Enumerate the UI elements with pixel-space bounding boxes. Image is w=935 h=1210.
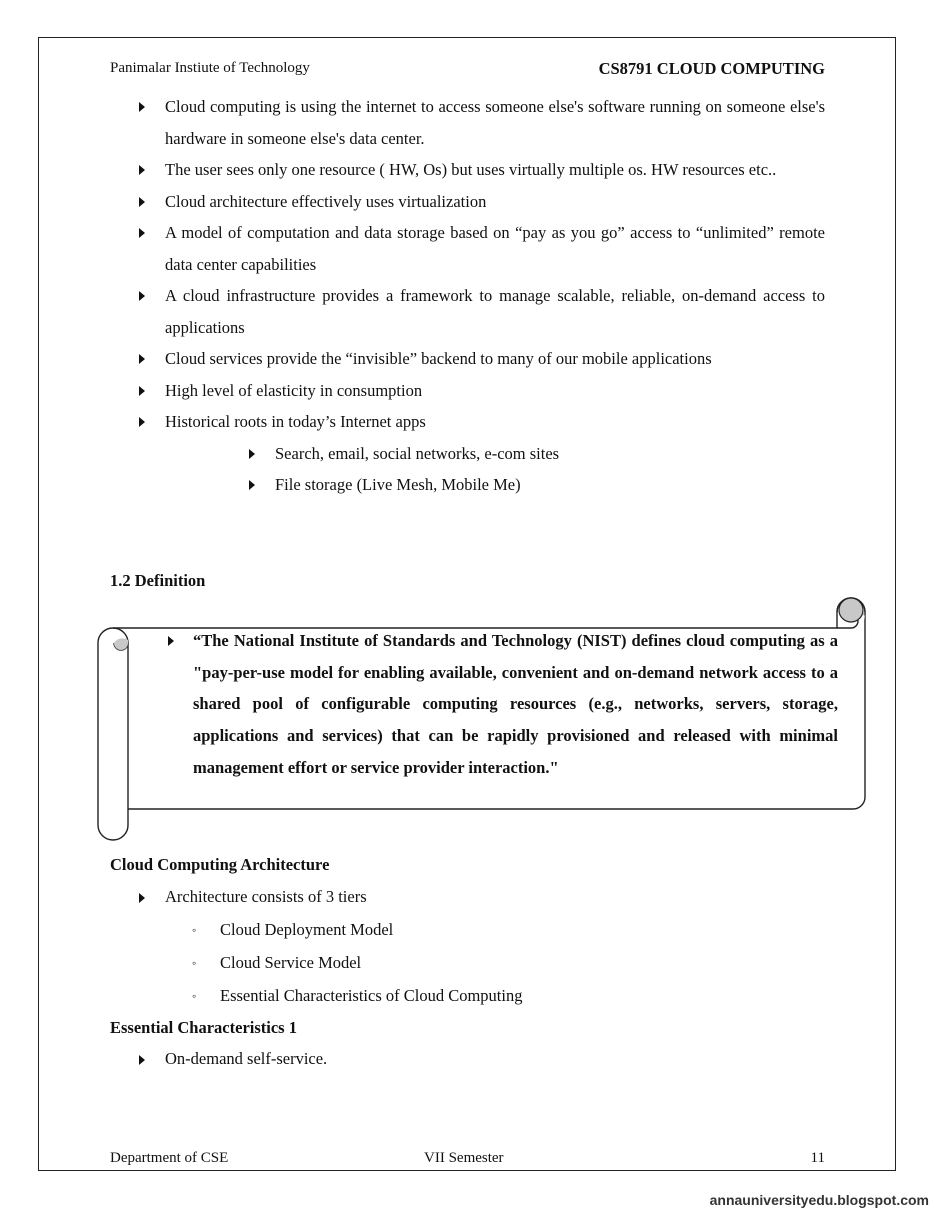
circle-bullet-icon: ◦ [192,989,197,1003]
circle-bullet-icon: ◦ [192,923,197,937]
list-item: A cloud infrastructure provides a framework to manage scalable, reliable, on-demand access to applications [165,280,825,343]
triangle-bullet-icon [139,386,145,396]
watermark-url: annauniversityedu.blogspot.com [709,1192,929,1208]
list-item: Cloud services provide the “invisible” backend to many of our mobile applications [165,343,825,375]
tier-item: ◦ Essential Characteristics of Cloud Computing [192,986,523,1005]
triangle-bullet-icon [168,636,174,646]
list-item: The user sees only one resource ( HW, Os) but uses virtually multiple os. HW resources etc.. [165,154,825,186]
list-item: High level of elasticity in consumption [165,375,825,407]
tier-item: ◦ Cloud Deployment Model [192,920,394,939]
essential-bullet: On-demand self-service. [165,1049,327,1069]
sub-list-item: Search, email, social networks, e-com sites [275,438,825,470]
triangle-bullet-icon [139,417,145,427]
triangle-bullet-icon [139,228,145,238]
triangle-bullet-icon [249,449,255,459]
intro-bullet-list [0,91,935,501]
architecture-bullet: Architecture consists of 3 tiers [165,887,367,907]
header-course-title: CS8791 CLOUD COMPUTING [598,59,825,78]
triangle-bullet-icon [139,102,145,112]
circle-bullet-icon: ◦ [192,956,197,970]
triangle-bullet-icon [139,893,145,903]
triangle-bullet-icon [139,197,145,207]
architecture-heading: Cloud Computing Architecture [110,855,330,874]
nist-definition-quote: “The National Institute of Standards and Technology (NIST) defines cloud computing as a "pay-per-use model for enabling available, convenient and on-demand network access to a shared pool of configurable computing resources (e.g., networks, servers, storage, applications and services) that can be rapidly provisioned and released with minimal management effort or service provider interaction." [193,625,838,784]
triangle-bullet-icon [139,354,145,364]
definition-heading: 1.2 Definition [110,571,206,590]
triangle-bullet-icon [139,165,145,175]
sub-list-item: File storage (Live Mesh, Mobile Me) [275,469,825,501]
footer-department: Department of CSE [110,1150,229,1166]
triangle-bullet-icon [249,480,255,490]
footer-page-number: 11 [810,1150,825,1166]
essential-heading: Essential Characteristics 1 [110,1018,297,1037]
tier-item: ◦ Cloud Service Model [192,953,362,972]
footer-semester: VII Semester [424,1150,504,1166]
list-item: Cloud computing is using the internet to access someone else's software running on someone else's hardware in someone else's data center. [165,91,825,154]
header-institute: Panimalar Instiute of Technology [110,60,310,76]
list-item: A model of computation and data storage based on “pay as you go” access to “unlimited” remote data center capabilities [165,217,825,280]
list-item: Cloud architecture effectively uses virtualization [165,186,825,218]
triangle-bullet-icon [139,291,145,301]
triangle-bullet-icon [139,1055,145,1065]
list-item: Historical roots in today’s Internet apps [165,406,825,438]
